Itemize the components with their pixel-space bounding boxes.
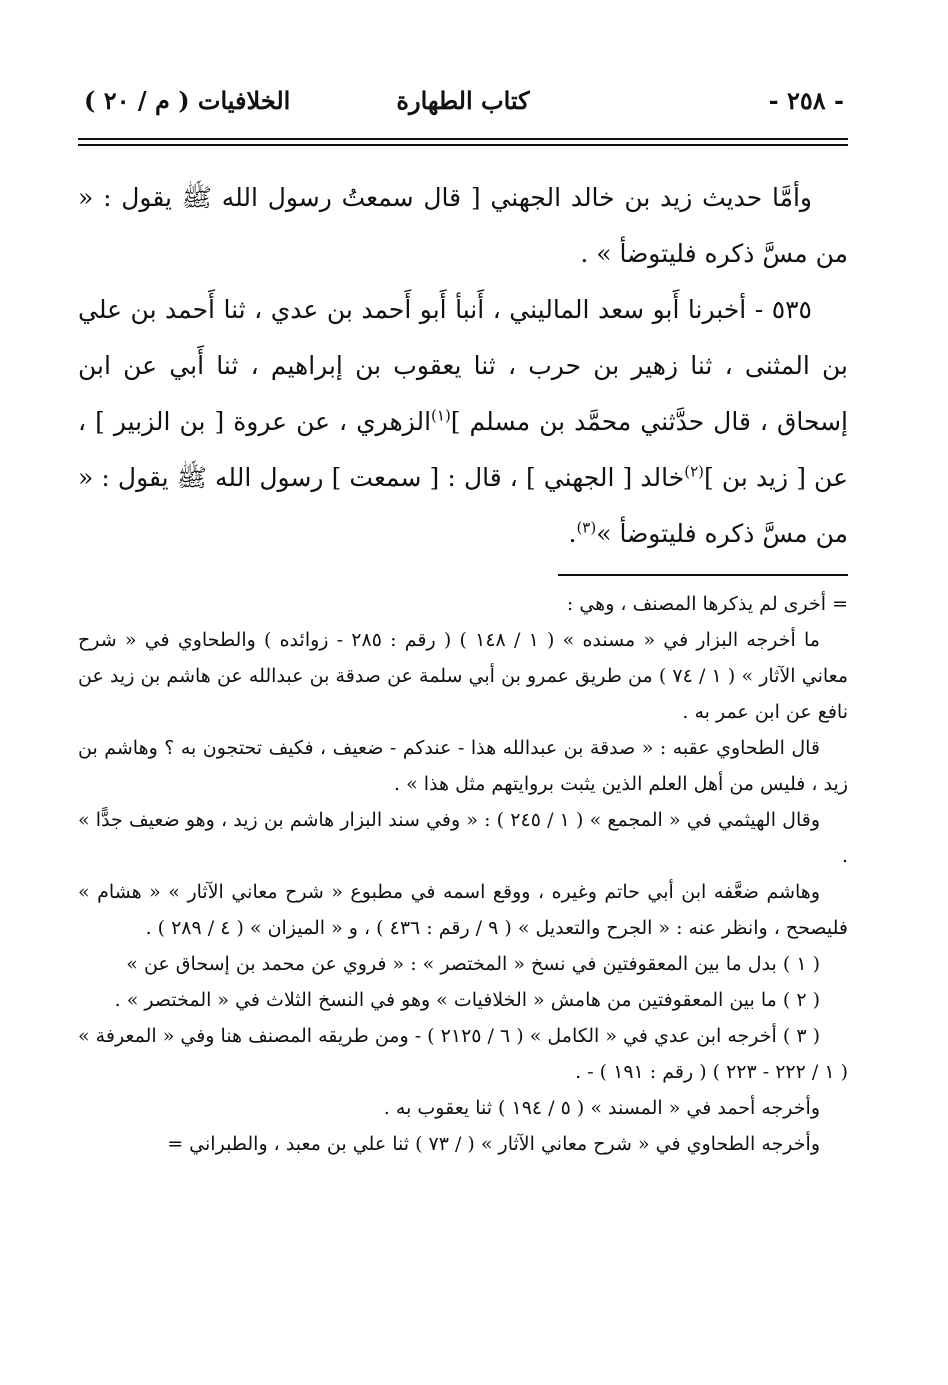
footnote-marker-3: (٣)	[576, 518, 597, 537]
footnote-separator	[558, 574, 848, 576]
book-title: كتاب الطهارة	[396, 86, 530, 115]
page-header	[78, 84, 848, 130]
paragraph-zaid-hadith: وأمَّا حديث زيد بن خالد الجهني [ قال سمعتُ رسول الله ﷺ يقول : « من مسَّ ذكره فليتوضأ » .	[78, 183, 848, 268]
footnote-paragraph: وقال الهيثمي في « المجمع » ( ١ / ٢٤٥ ) : « وفي سند البزار هاشم بن زيد ، وهو ضعيف جدًّا » .	[78, 809, 848, 867]
hadith-535-text-part2: الزهري ، عن عروة [ بن الزبير ] ، عن [ زيد بن ]	[78, 407, 849, 492]
footnote-paragraph: وهاشم ضعَّفه ابن أبي حاتم وغيره ، ووقع اسمه في مطبوع « شرح معاني الآثار » « هشام » فليصحح ، وانظر عنه : « الجرح والتعديل » ( ٩ / رقم : ٤٣٦ ) ، و « الميزان » ( ٤ / ٢٨٩ ) .	[78, 881, 848, 939]
footnote-marker-1: (١)	[431, 406, 451, 425]
hadith-535-end: .	[568, 519, 577, 548]
footnote-paragraph: وأخرجه أحمد في « المسند » ( ٥ / ١٩٤ ) ثنا يعقوب به .	[383, 1097, 820, 1119]
hadith-535-text-part1: ٥٣٥ - أخبرنا أَبو سعد الماليني ، أَنبأ أَبو أَحمد بن عدي ، ثنا أَحمد بن علي بن المثنى ، ثنا زهير بن حرب ، ثنا يعقوب بن إبراهيم ، ثنا أَبي عن ابن إسحاق ، قال حدَّثني محمَّد بن مسلم ]	[78, 295, 849, 436]
section-title: الخلافيات ( م / ٢٠ )	[84, 86, 291, 115]
main-text	[78, 170, 848, 562]
footnote-paragraph: = أخرى لم يذكرها المصنف ، وهي :	[566, 593, 848, 615]
footnote-marker-2: (٢)	[684, 462, 704, 481]
footnote-paragraph: ( ١ ) بدل ما بين المعقوفتين في نسخ « المختصر » : « فروي عن محمد بن إسحاق عن »	[126, 953, 820, 975]
paragraph-hadith-535	[78, 282, 848, 562]
header-double-rule	[78, 138, 848, 146]
hadith-535-text-part3: خالد [ الجهني ] ، قال : [ سمعت ] رسول الله ﷺ يقول : « من مسَّ ذكره فليتوضأ »	[78, 463, 848, 548]
page-number: - ٢٥٨ -	[768, 86, 844, 115]
footnote-paragraph: وأخرجه الطحاوي في « شرح معاني الآثار » ( / ٧٣ ) ثنا علي بن معبد ، والطبراني =	[167, 1133, 820, 1155]
footnote-paragraph: ما أخرجه البزار في « مسنده » ( ١ / ١٤٨ ) ( رقم : ٢٨٥ - زوائده ) والطحاوي في « شرح معاني الآثار » ( ١ / ٧٤ ) من طريق عمرو بن أبي سلمة عن صدقة بن عبدالله عن هاشم بن زيد عن نافع عن ابن عمر به .	[78, 629, 848, 723]
footnote-paragraph: ( ٣ ) أخرجه ابن عدي في « الكامل » ( ٦ / ٢١٢٥ ) - ومن طريقه المصنف هنا وفي « المعرفة » ( ١ / ٢٢٢ - ٢٢٣ ) ( رقم : ١٩١ ) - .	[78, 1025, 848, 1083]
book-page	[78, 84, 848, 1162]
footnotes-section	[78, 586, 848, 1162]
footnote-paragraph: قال الطحاوي عقبه : « صدقة بن عبدالله هذا - عندكم - ضعيف ، فكيف تحتجون به ؟ وهاشم بن زيد ، فليس من أهل العلم الذين يثبت بروايتهم مثل هذا » .	[78, 737, 848, 795]
footnote-paragraph: ( ٢ ) ما بين المعقوفتين من هامش « الخلافيات » وهو في النسخ الثلاث في « المختصر » .	[114, 989, 820, 1011]
